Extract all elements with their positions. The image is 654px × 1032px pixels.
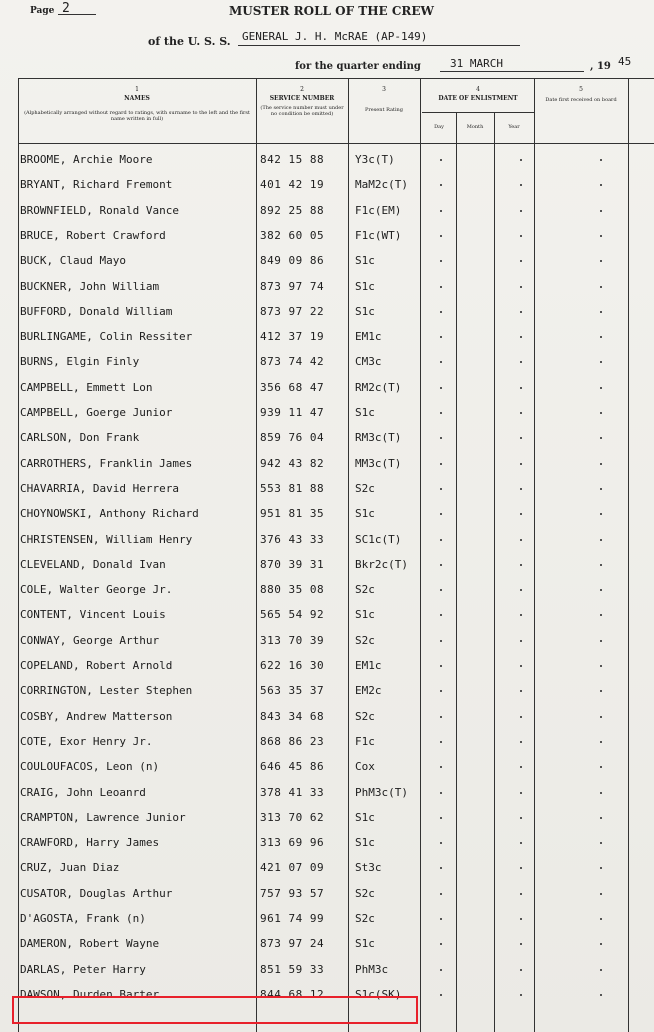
table-row (0, 199, 654, 224)
crew-name: CUSATOR, Douglas Arthur (20, 886, 173, 900)
crew-name: BROOME, Archie Moore (20, 153, 153, 166)
header-names: 1 NAMES (Alphabetically arranged without regard to ratings, with surname to the left and the first name written in full) (24, 86, 250, 122)
entry-mark (600, 640, 602, 642)
entry-mark (440, 437, 442, 439)
entry-mark (520, 488, 522, 490)
crew-name: CHOYNOWSKI, Anthony Richard (20, 507, 199, 521)
crew-name: CRUZ, Juan Diaz (20, 861, 120, 875)
table-top-rule (18, 78, 654, 79)
entry-mark (600, 665, 602, 667)
entry-mark (440, 640, 442, 642)
entry-mark (520, 842, 522, 844)
present-rating: S2c (355, 709, 375, 723)
table-row (0, 426, 654, 451)
service-number: 873 74 42 (260, 355, 325, 369)
service-number: 378 41 33 (260, 785, 325, 799)
service-number: 565 54 92 (260, 608, 325, 622)
service-number: 382 60 05 (260, 228, 325, 242)
table-row (0, 528, 654, 553)
crew-name: COLE, Walter George Jr. (20, 583, 173, 597)
entry-mark (600, 564, 602, 566)
table-row (0, 856, 654, 881)
entry-mark (520, 969, 522, 971)
crew-name: CONTENT, Vincent Louis (20, 608, 166, 622)
crew-name: BRUCE, Robert Crawford (20, 228, 166, 242)
entry-mark (440, 614, 442, 616)
table-row (0, 452, 654, 477)
entry-mark (440, 893, 442, 895)
entry-mark (520, 260, 522, 262)
entry-mark (520, 943, 522, 945)
table-row (0, 224, 654, 249)
entry-mark (520, 387, 522, 389)
crew-name: BUCK, Claud Mayo (20, 254, 126, 268)
entry-mark (520, 741, 522, 743)
entry-mark (600, 893, 602, 895)
entry-mark (440, 589, 442, 591)
document-title: MUSTER ROLL OF THE CREW (229, 4, 435, 18)
crew-name: CRAMPTON, Lawrence Junior (20, 810, 186, 824)
ship-name-line (238, 45, 520, 46)
entry-mark (440, 412, 442, 414)
service-number: 313 69 96 (260, 836, 325, 850)
entry-mark (600, 943, 602, 945)
present-rating: Y3c(T) (355, 153, 395, 166)
entry-mark (440, 766, 442, 768)
highlight-box (12, 996, 418, 1024)
entry-mark (600, 210, 602, 212)
entry-mark (600, 918, 602, 920)
crew-name: BURLINGAME, Colin Ressiter (20, 330, 193, 344)
service-number: 421 07 09 (260, 861, 325, 875)
year-prefix: , 19 (590, 61, 611, 72)
crew-name: CAMPBELL, Emmett Lon (20, 380, 153, 394)
crew-name: CHRISTENSEN, William Henry (20, 532, 193, 546)
entry-mark (440, 286, 442, 288)
entry-mark (520, 513, 522, 515)
entry-mark (600, 184, 602, 186)
crew-name: CRAWFORD, Harry James (20, 836, 160, 850)
table-row (0, 932, 654, 957)
entry-mark (520, 210, 522, 212)
table-row (0, 350, 654, 375)
present-rating: RM3c(T) (355, 431, 402, 445)
entry-mark (440, 311, 442, 313)
entry-mark (440, 159, 442, 161)
service-number: 313 70 39 (260, 633, 325, 647)
entry-mark (440, 741, 442, 743)
present-rating: SC1c(T) (355, 532, 402, 546)
entry-mark (600, 488, 602, 490)
present-rating: S1c (355, 836, 375, 850)
present-rating: EM1c (355, 330, 382, 344)
entry-mark (520, 817, 522, 819)
present-rating: S1c (355, 304, 375, 318)
entry-mark (600, 513, 602, 515)
entry-mark (600, 286, 602, 288)
entry-mark (520, 792, 522, 794)
entry-mark (440, 184, 442, 186)
table-row (0, 502, 654, 527)
entry-mark (440, 918, 442, 920)
present-rating: MaM2c(T) (355, 178, 408, 192)
header-month: Month (466, 124, 484, 130)
present-rating: Bkr2c(T) (355, 557, 408, 571)
present-rating: F1c(EM) (355, 203, 402, 217)
header-received: 5 Date first received on board (545, 86, 617, 103)
service-number: 868 86 23 (260, 734, 325, 748)
entry-mark (600, 867, 602, 869)
entry-mark (440, 665, 442, 667)
crew-name: CORRINGTON, Lester Stephen (20, 684, 193, 698)
entry-mark (600, 361, 602, 363)
entry-mark (520, 640, 522, 642)
entry-mark (520, 994, 522, 996)
service-number: 859 76 04 (260, 431, 325, 445)
entry-mark (520, 361, 522, 363)
entry-mark (600, 412, 602, 414)
present-rating: S2c (355, 583, 375, 597)
entry-mark (440, 943, 442, 945)
page-label: Page (30, 6, 55, 16)
crew-name: BUCKNER, John William (20, 279, 160, 293)
present-rating: S1c (355, 810, 375, 824)
entry-mark (440, 690, 442, 692)
entry-mark (440, 539, 442, 541)
entry-mark (600, 792, 602, 794)
present-rating: PhM3c (355, 962, 389, 976)
entry-mark (520, 159, 522, 161)
present-rating: CM3c (355, 355, 382, 369)
entry-mark (600, 159, 602, 161)
table-row (0, 882, 654, 907)
crew-name: DAMERON, Robert Wayne (20, 937, 160, 951)
entry-mark (520, 690, 522, 692)
header-service-number: 2 SERVICE NUMBER (The service number must under no condition be omitted) (260, 86, 344, 117)
crew-name: COPELAND, Robert Arnold (20, 659, 173, 672)
entry-mark (520, 766, 522, 768)
present-rating: F1c(WT) (355, 228, 402, 242)
table-row (0, 831, 654, 856)
entry-mark (600, 741, 602, 743)
table-row (0, 806, 654, 831)
ship-prefix: of the U. S. S. (148, 35, 231, 48)
present-rating: EM1c (355, 659, 382, 672)
present-rating: S2c (355, 912, 375, 925)
present-rating: S1c(SK) (355, 987, 402, 1001)
entry-mark (440, 361, 442, 363)
present-rating: S1c (355, 507, 375, 521)
entry-mark (520, 311, 522, 313)
header-day: Day (434, 124, 444, 130)
table-row (0, 679, 654, 704)
table-row (0, 781, 654, 806)
entry-mark (440, 235, 442, 237)
present-rating: S1c (355, 279, 375, 293)
entry-mark (600, 387, 602, 389)
entry-mark (520, 184, 522, 186)
entry-mark (520, 867, 522, 869)
service-number: 412 37 19 (260, 330, 325, 344)
year-suffix: 45 (618, 55, 632, 68)
table-row (0, 755, 654, 780)
entry-mark (440, 210, 442, 212)
entry-mark (520, 286, 522, 288)
entry-mark (600, 994, 602, 996)
present-rating: S1c (355, 254, 375, 268)
crew-name: CARROTHERS, Franklin James (20, 456, 193, 470)
crew-name: COTE, Exor Henry Jr. (20, 734, 153, 748)
entry-mark (520, 539, 522, 541)
entry-mark (600, 766, 602, 768)
table-row (0, 603, 654, 628)
present-rating: S1c (355, 937, 375, 951)
table-row (0, 477, 654, 502)
entry-mark (520, 235, 522, 237)
service-number: 757 93 57 (260, 886, 325, 900)
entry-mark (600, 437, 602, 439)
service-number: 313 70 62 (260, 810, 325, 824)
present-rating: St3c (355, 861, 382, 875)
table-row (0, 300, 654, 325)
quarter-prefix: for the quarter ending (295, 61, 421, 72)
service-number: 844 68 12 (260, 987, 325, 1001)
present-rating: RM2c(T) (355, 380, 402, 394)
entry-mark (440, 817, 442, 819)
header-enlistment: 4 DATE OF ENLISTMENT (438, 86, 518, 102)
header-year: Year (508, 124, 520, 130)
entry-mark (440, 488, 442, 490)
table-row (0, 275, 654, 300)
crew-name: BUFFORD, Donald William (20, 304, 173, 318)
present-rating: Cox (355, 760, 375, 774)
service-number: 951 81 35 (260, 507, 325, 521)
table-row (0, 249, 654, 274)
table-row (0, 958, 654, 983)
entry-mark (440, 564, 442, 566)
entry-mark (440, 260, 442, 262)
page-number-line (58, 14, 96, 15)
entry-mark (440, 842, 442, 844)
entry-mark (440, 867, 442, 869)
quarter-date-line (440, 71, 584, 72)
page-number: 2 (62, 1, 70, 16)
entry-mark (520, 665, 522, 667)
entry-mark (440, 969, 442, 971)
table-row (0, 705, 654, 730)
entry-mark (520, 463, 522, 465)
header-rating: 3 Present Rating (365, 86, 403, 113)
present-rating: F1c (355, 734, 375, 748)
entry-mark (520, 564, 522, 566)
table-row (0, 148, 654, 173)
crew-name: CAMPBELL, Goerge Junior (20, 406, 173, 419)
service-number: 873 97 74 (260, 279, 325, 293)
table-row (0, 325, 654, 350)
service-number: 356 68 47 (260, 380, 325, 394)
entry-mark (600, 690, 602, 692)
entry-mark (440, 513, 442, 515)
service-number: 842 15 88 (260, 153, 325, 166)
present-rating: MM3c(T) (355, 456, 402, 470)
entry-mark (520, 589, 522, 591)
crew-name: CARLSON, Don Frank (20, 431, 140, 445)
crew-name: BRYANT, Richard Fremont (20, 178, 173, 192)
entry-mark (440, 716, 442, 718)
service-number: 622 16 30 (260, 659, 325, 672)
service-number: 942 43 82 (260, 456, 325, 470)
entry-mark (440, 336, 442, 338)
entry-mark (600, 336, 602, 338)
present-rating: EM2c (355, 684, 382, 698)
entry-mark (440, 994, 442, 996)
entry-mark (520, 412, 522, 414)
service-number: 939 11 47 (260, 406, 325, 419)
ship-name: GENERAL J. H. McRAE (AP-149) (242, 30, 428, 43)
table-row (0, 578, 654, 603)
entry-mark (520, 336, 522, 338)
entry-mark (520, 437, 522, 439)
service-number: 961 74 99 (260, 912, 325, 925)
entry-mark (600, 260, 602, 262)
crew-name: CLEVELAND, Donald Ivan (20, 557, 166, 571)
present-rating: PhM3c(T) (355, 785, 408, 799)
crew-name: CHAVARRIA, David Herrera (20, 481, 179, 495)
entry-mark (600, 817, 602, 819)
crew-name: BROWNFIELD, Ronald Vance (20, 203, 179, 217)
crew-name: COSBY, Andrew Matterson (20, 709, 173, 723)
service-number: 563 35 37 (260, 684, 325, 698)
crew-name: COULOUFACOS, Leon (n) (20, 760, 160, 774)
crew-name: DARLAS, Peter Harry (20, 962, 146, 976)
present-rating: S1c (355, 406, 375, 419)
entry-mark (520, 893, 522, 895)
entry-mark (520, 716, 522, 718)
service-number: 870 39 31 (260, 557, 325, 571)
entry-mark (600, 842, 602, 844)
present-rating: S1c (355, 608, 375, 622)
entry-mark (520, 918, 522, 920)
present-rating: S2c (355, 886, 375, 900)
entry-mark (600, 614, 602, 616)
table-row (0, 654, 654, 679)
crew-name: CRAIG, John Leoanrd (20, 785, 146, 799)
table-row (0, 907, 654, 932)
present-rating: S2c (355, 481, 375, 495)
table-row (0, 401, 654, 426)
service-number: 880 35 08 (260, 583, 325, 597)
entry-mark (600, 235, 602, 237)
quarter-date: 31 MARCH (450, 57, 503, 70)
entry-mark (600, 463, 602, 465)
service-number: 851 59 33 (260, 962, 325, 976)
table-row (0, 730, 654, 755)
service-number: 873 97 22 (260, 304, 325, 318)
entry-mark (520, 614, 522, 616)
enlistment-sub-rule (422, 112, 534, 113)
table-row (0, 173, 654, 198)
entry-mark (600, 589, 602, 591)
crew-name: DAWSON, Durden Barter (20, 987, 160, 1001)
service-number: 873 97 24 (260, 937, 325, 951)
crew-name: CONWAY, George Arthur (20, 633, 160, 647)
service-number: 849 09 86 (260, 254, 325, 268)
entry-mark (600, 311, 602, 313)
crew-name: BURNS, Elgin Finly (20, 355, 140, 369)
service-number: 646 45 86 (260, 760, 325, 774)
table-row (0, 629, 654, 654)
present-rating: S2c (355, 633, 375, 647)
service-number: 553 81 88 (260, 481, 325, 495)
entry-mark (600, 716, 602, 718)
service-number: 843 34 68 (260, 709, 325, 723)
table-row (0, 553, 654, 578)
service-number: 376 43 33 (260, 532, 325, 546)
entry-mark (600, 969, 602, 971)
service-number: 892 25 88 (260, 203, 325, 217)
entry-mark (440, 387, 442, 389)
entry-mark (600, 539, 602, 541)
crew-name: D'AGOSTA, Frank (n) (20, 912, 146, 925)
entry-mark (440, 792, 442, 794)
table-row (0, 376, 654, 401)
table-header-rule (18, 143, 654, 144)
service-number: 401 42 19 (260, 178, 325, 192)
entry-mark (440, 463, 442, 465)
